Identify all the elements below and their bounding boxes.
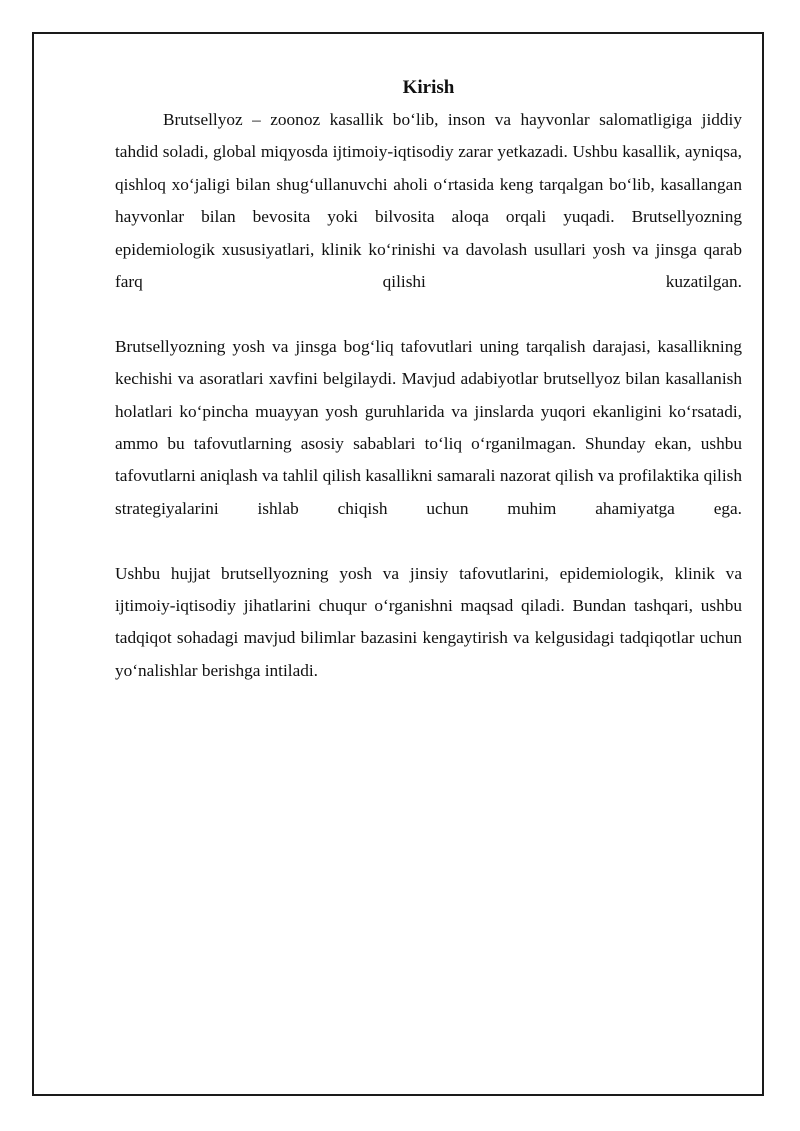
paragraph-3: Ushbu hujjat brutsellyozning yosh va jinsiy tafovutlarini, epidemiologik, klinik va ijtimoiy-iqtisodiy jihatlarini chuqur o‘rganishni maqsad qiladi. Bundan tashqari, ushbu tadqiqot sohadagi mavjud bilimlar bazasini kengaytirish va kelgusidagi tadqiqotlar uchun yo‘nalishlar berishga intiladi. [115, 563, 742, 680]
paragraph-gap [115, 298, 742, 330]
paragraph-2: Brutsellyozning yosh va jinsga bog‘liq tafovutlari uning tarqalish darajasi, kasallikning kechishi va asoratlari xavfini belgilaydi. Mavjud adabiyotlar brutsellyoz bilan kasallanish holatlari ko‘pincha muayyan yosh guruhlarida va jinslarda yuqori ekanligini ko‘rsatadi, ammo bu tafovutlarning asosiy sabablari to‘liq o‘rganilmagan. Shunday ekan, ushbu tafovutlarni aniqlash va tahlil qilish kasallikni samarali nazorat qilish va profilaktika qilish strategiyalarini ishlab chiqish uchun muhim ahamiyatga ega. [115, 336, 742, 518]
document-body [115, 72, 742, 687]
page-title: Kirish [402, 77, 455, 98]
paragraph-gap [115, 525, 742, 557]
paragraph-1: Brutsellyoz – zoonoz kasallik bo‘lib, inson va hayvonlar salomatligiga jiddiy tahdid soladi, global miqyosda ijtimoiy-iqtisodiy zarar yetkazadi. Ushbu kasallik, ayniqsa, qishloq xo‘jaligi bilan shug‘ullanuvchi aholi o‘rtasida keng tarqalgan bo‘lib, kasallangan hayvonlar bilan bevosita yoki bilvosita aloqa orqali yuqadi. Brutsellyozning epidemiologik xususiyatlari, klinik ko‘rinishi va davolash usullari yosh va jinsga qarab farq qilishi kuzatilgan. [115, 110, 742, 292]
